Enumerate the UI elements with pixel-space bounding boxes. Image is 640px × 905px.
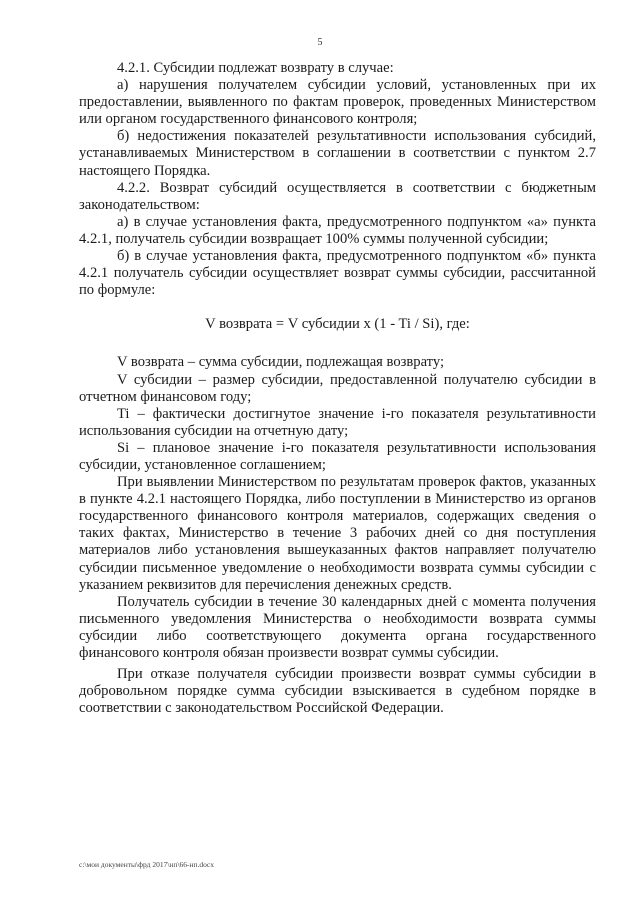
refund-formula: V возврата = V субсидии x (1 - Ti / Si), где: [205,316,470,333]
document-body [79,60,596,717]
paragraph-court-recovery: При отказе получателя субсидии произвести возврат суммы субсидии в добровольном порядке сумма субсидии взыскивается в судебном порядке в соответствии с законодательством Российской Федерации. [79,666,596,717]
paragraph-4-2-2-b: б) в случае установления факта, предусмотренного подпунктом «б» пункта 4.2.1 получатель субсидии осуществляет возврат суммы субсидии, рассчитанной по формуле: [79,248,596,299]
definition-v-refund: V возврата – сумма субсидии, подлежащая возврату; [117,354,445,371]
page-number: 5 [317,37,323,48]
paragraph-4-2-1-b: б) недостижения показателей результативности использования субсидий, устанавливаемых Министерством в соглашении в соответствии с пунктом 2.7 настоящего Порядка. [79,128,596,179]
paragraph-refund-deadline: Получатель субсидии в течение 30 календарных дней с момента получения письменного уведомления Министерства о необходимости возврата суммы субсидии либо соответствующего документа органа государственного финансового контроля обязан произвести возврат суммы субсидии. [79,593,596,661]
footer-file-path: c:\мои документы\фрд 2017\нп\66-нп.docx [79,860,214,869]
paragraph-4-2-2-a: а) в случае установления факта, предусмотренного подпунктом «а» пункта 4.2.1, получатель субсидии возвращает 100% суммы полученной субсидии; [79,213,596,247]
paragraph-4-2-2: 4.2.2. Возврат субсидий осуществляется в соответствии с бюджетным законодательством: [79,179,596,213]
paragraph-notification: При выявлении Министерством по результатам проверок фактов, указанных в пункте 4.2.1 настоящего Порядка, либо поступлении в Министерство из органов государственного финансового контроля материалов, содержащих сведения о таких фактах, Министерство в течение 3 рабочих дней со дня поступления материалов либо установления вышеуказанных фактов направляет получателю субсидии письменное уведомление о необходимости возврата суммы субсидии с указанием реквизитов для перечисления денежных средств. [79,474,596,593]
definition-v-subsidy: V субсидии – размер субсидии, предоставленной получателю субсидии в отчетном финансовом году; [79,371,596,405]
paragraph-4-2-1: 4.2.1. Субсидии подлежат возврату в случае: [117,60,394,76]
definition-si: Si – плановое значение i-го показателя результативности использования субсидии, установленное соглашением; [79,439,596,473]
paragraph-4-2-1-a: а) нарушения получателем субсидии условий, установленных при их предоставлении, выявленного по фактам проверок, проведенных Министерством или органом государственного финансового контроля; [79,77,596,128]
definition-ti: Ti – фактически достигнутое значение i-го показателя результативности использования субсидии на отчетную дату; [79,405,596,439]
